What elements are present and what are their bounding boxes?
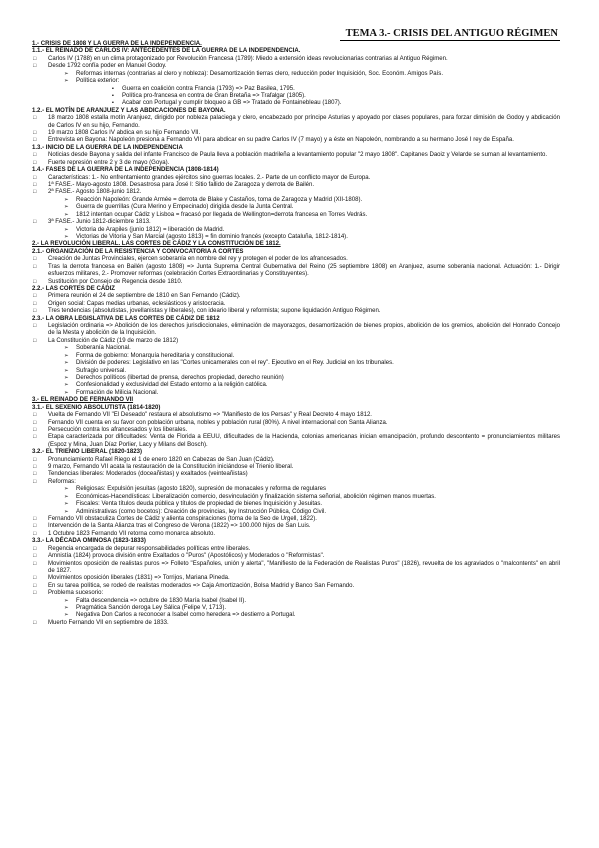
checkbox-bullet-icon: □ <box>33 152 37 159</box>
list-item <box>32 590 560 597</box>
arrow-bullet-icon: ➢ <box>64 367 69 374</box>
list-item-text: Noticias desde Bayona y salida del infante Francisco de Paula lleva a población madrileña a levantamiento popular "2 mayo 1808". Capitanes Daoiz y Velarde se suman al levantamiento. <box>48 152 548 159</box>
list-item-text: En su tarea política, se rodeó de realistas moderados => Caja Amortización, Bolsa Madrid y Banco San Fernando. <box>48 582 355 589</box>
checkbox-bullet-icon: □ <box>33 182 37 189</box>
subsection-heading: 1.2.- EL MOTÍN DE ARANJUEZ Y LAS ABDICACIONES DE BAYONA. <box>32 107 226 114</box>
list-item-text: Movimientos oposición liberales (1831) => Torrijos, Mariana Pineda. <box>48 575 230 582</box>
list-item-text: Desde 1792 confía poder en Manuel Godoy. <box>48 63 167 70</box>
arrow-bullet-icon: ➢ <box>64 508 69 515</box>
list-item <box>32 301 560 308</box>
list-item-text: Religiosas: Expulsión jesuitas (agosto 1820), supresión de monacales y reforma de regulares <box>76 486 327 493</box>
section-heading: 2.- LA REVOLUCIÓN LIBERAL. LAS CORTES DE CÁDIZ Y LA CONSTITUCIÓN DE 1812. <box>32 241 281 248</box>
arrow-bullet-icon: ➢ <box>64 78 69 85</box>
list-item <box>32 561 560 576</box>
checkbox-bullet-icon: □ <box>33 530 37 537</box>
list-item-text: Forma de gobierno: Monarquía hereditaria y constitucional. <box>76 352 235 359</box>
list-item <box>32 234 560 241</box>
list-item <box>32 546 560 553</box>
checkbox-bullet-icon: □ <box>33 516 37 522</box>
list-item <box>32 56 560 63</box>
list-item-text: Regencia encargada de depurar responsabilidades políticas entre liberales. <box>48 545 251 552</box>
list-item <box>32 457 560 464</box>
list-item <box>32 598 560 605</box>
list-item <box>32 479 560 486</box>
list-item-text: Económicas-Hacendísticas: Liberalización comercio, desvinculación y finalización sistema señorial, abolición régimen manos muertas. <box>76 493 436 500</box>
list-item <box>32 360 560 367</box>
list-item-text: 1 Octubre 1823 Fernando VII retorna como monarca absoluto. <box>48 530 216 537</box>
list-item <box>32 197 560 204</box>
list-item-text: La Constitución de Cádiz (19 de marzo de 1812) <box>48 337 179 344</box>
list-item-text: 9 marzo, Fernando VII acata la restauración de la Constitución iniciándose el Trienio liberal. <box>48 464 294 471</box>
list-item-text: Guerra de guerrillas (Cura Merino y Empecinado) dirigida desde la Junta Central. <box>76 204 294 211</box>
checkbox-bullet-icon: □ <box>33 137 37 144</box>
list-item <box>32 434 560 449</box>
list-item-text: Carlos IV (1788) en un clima protagonizado por Revolución Francesa (1789): Miedo a extensión ideas revolucionarias contrarias al Antiguo Régimen. <box>48 55 448 62</box>
list-item-text: Movimientos oposición de realistas puros => Folleto "Españoles, unión y alerta", "Manifiesto de la Federación de Realistas Puros" (1826), revuelta de los agraviados o "malcontents" en abril de 1827. <box>48 560 560 574</box>
arrow-bullet-icon: ➢ <box>64 501 69 508</box>
list-item-text: División de poderes: Legislativo en las "Cortes unicamerales con el rey". Ejecutivo en el Rey. Judicial en los tribunales. <box>76 360 394 367</box>
square-bullet-icon: ▪ <box>112 100 114 107</box>
list-item <box>32 516 560 523</box>
list-item-text: Intervención de la Santa Alianza tras el Congreso de Verona (1822) => 100.000 hijos de San Luis. <box>48 523 311 530</box>
list-item <box>32 575 560 582</box>
checkbox-bullet-icon: □ <box>33 278 37 285</box>
subsection-heading: 3.1.- EL SEXENIO ABSOLUTISTA (1814-1820) <box>32 404 161 411</box>
arrow-bullet-icon: ➢ <box>64 612 69 619</box>
list-item <box>32 464 560 471</box>
checkbox-bullet-icon: □ <box>33 575 37 582</box>
list-item <box>32 583 560 590</box>
list-item-text: Acabar con Portugal y cumplir bloqueo a GB => Tratado de Fontainebleau (1807). <box>122 100 342 107</box>
list-item <box>32 471 560 478</box>
checkbox-bullet-icon: □ <box>33 560 37 567</box>
arrow-bullet-icon: ➢ <box>64 597 69 604</box>
list-item-text: Administrativas (como bocetos): Creación de provincias, ley Instrucción Pública, Código Civil. <box>76 508 327 515</box>
list-item-text: Amnistía (1824) provoca división entre Exaltados o "Puros" (Apostólicos) y Moderados o "Reformistas". <box>48 553 325 560</box>
arrow-bullet-icon: ➢ <box>64 204 69 211</box>
list-item <box>32 612 560 619</box>
list-item-text: Etapa caracterizada por dificultades: Venta de Florida a EEUU, dificultades de la Hacienda, colonias americanas inician emancipación, profundo descontento = pronunciamientos militares (Espoz y Mina, Juan Díaz Porlier, Lacy y Milans del Bosch). <box>48 434 560 448</box>
arrow-bullet-icon: ➢ <box>64 360 69 367</box>
list-item-text: Fuerte represión entre 2 y 3 de mayo (Goya). <box>48 159 170 166</box>
list-item-text: Primera reunión el 24 de septiembre de 1810 en San Fernando (Cádiz). <box>48 293 241 300</box>
arrow-bullet-icon: ➢ <box>64 352 69 359</box>
list-item <box>32 412 560 419</box>
subsection-heading: 1.1.- EL REINADO DE CARLOS IV: ANTECEDENTES DE LA GUERRA DE LA INDEPENDENCIA. <box>32 48 301 55</box>
list-item-text: Problema sucesorio: <box>48 590 104 597</box>
list-item <box>32 375 560 382</box>
list-item-text: Victoria de Arapiles (junio 1812) = liberación de Madrid. <box>76 226 225 233</box>
list-item-text: Confesionalidad y exclusividad del Estado entorno a la religión católica. <box>76 382 268 389</box>
list-item-text: Tras la derrota francesa en Bailén (agosto 1808) => Junta Suprema Central Gubernativa del Reino (25 septiembre 1808) en Aranjuez, asume soberanía nacional. Actuación: 1.- Dirigir esfuerzos militares, 2.- Promover reformas (celebración Cortes Extraordinarias y Constituyentes). <box>48 263 560 278</box>
list-item <box>32 189 560 196</box>
list-item-text: Origen social: Capas medias urbanas, eclesiásticos y aristocracia. <box>48 300 226 307</box>
checkbox-bullet-icon: □ <box>33 130 37 137</box>
list-item <box>32 338 560 345</box>
checkbox-bullet-icon: □ <box>33 115 37 122</box>
checkbox-bullet-icon: □ <box>33 55 37 62</box>
arrow-bullet-icon: ➢ <box>64 486 69 493</box>
list-item <box>32 115 560 130</box>
list-item-text: Fernando VII cuenta en su favor con población urbana, nobles y población rural (80%). A nivel internacional con Santa Alianza. <box>48 419 388 426</box>
list-item <box>32 553 560 560</box>
list-item-text: Formación de Milicia Nacional. <box>76 389 159 396</box>
checkbox-bullet-icon: □ <box>33 63 37 70</box>
list-item <box>32 279 560 286</box>
list-item <box>32 390 560 397</box>
subsection-heading: 3.3.- LA DÉCADA OMINOSA (1823-1833) <box>32 538 146 545</box>
page-title: TEMA 3.- CRISIS DEL ANTIGUO RÉGIMEN <box>340 28 560 41</box>
arrow-bullet-icon: ➢ <box>64 345 69 352</box>
list-item-text: 18 marzo 1808 estalla motín Aranjuez, dirigido por nobleza palaciega y clero, encabezado por príncipe Asturias y apoyado por clases populares, para forzar dimisión de Godoy y abdicación de Carlos IV en su hijo, Fernando. <box>48 115 560 129</box>
list-item-text: 1812 intentan ocupar Cádiz y Lisboa = fracasó por llegada de Wellington=derrota francesa en Torres Vedrás. <box>76 211 368 218</box>
list-item <box>32 219 560 226</box>
list-item <box>32 509 560 516</box>
list-item <box>32 212 560 219</box>
list-item-text: Fernando VII obstaculiza Cortes de Cádiz y alienta conspiraciones (toma de la Seo de Urgell, 1822). <box>48 516 317 522</box>
checkbox-bullet-icon: □ <box>33 471 37 478</box>
arrow-bullet-icon: ➢ <box>64 389 69 396</box>
list-item-text: Guerra en coalición contra Francia (1793) => Paz Basilea, 1795. <box>122 85 295 92</box>
list-item <box>32 152 560 159</box>
checkbox-bullet-icon: □ <box>33 300 37 307</box>
list-item <box>32 160 560 167</box>
square-bullet-icon: ▪ <box>112 85 114 92</box>
list-item <box>32 501 560 508</box>
list-item <box>32 620 560 627</box>
list-item <box>32 345 560 352</box>
checkbox-bullet-icon: □ <box>33 219 37 226</box>
list-item-text: Sustitución por Consejo de Regencia desde 1810. <box>48 278 183 285</box>
checkbox-bullet-icon: □ <box>33 337 37 344</box>
list-item-text: Pragmática Sanción deroga Ley Sálica (Felipe V, 1713). <box>76 605 227 612</box>
list-item-text: Soberanía Nacional. <box>76 345 131 352</box>
checkbox-bullet-icon: □ <box>33 619 37 626</box>
list-item-text: Reformas: <box>48 478 76 485</box>
list-item-text: Victorias de Vitoria y San Marcial (agosto 1813) = fin dominio francés (excepto Cataluña, 1812-1814). <box>76 233 348 240</box>
checkbox-bullet-icon: □ <box>33 189 37 196</box>
list-item <box>32 368 560 375</box>
checkbox-bullet-icon: □ <box>33 159 37 166</box>
list-item-text: Características: 1.- No enfrentamiento grandes ejércitos sino guerras locales. 2.- Parte de un conflicto mayor de Europa. <box>48 174 371 181</box>
list-item <box>32 93 560 100</box>
arrow-bullet-icon: ➢ <box>64 605 69 612</box>
list-item-text: Persecución contra los afrancesados y los liberales. <box>48 426 188 433</box>
list-item <box>32 293 560 300</box>
list-item-text: Reformas internas (contrarias al clero y nobleza): Desamortización tierras clero, reducción poder Inquisición, Soc. Económ. Amigos País. <box>76 70 444 77</box>
list-item-text: Creación de Juntas Provinciales, ejercen soberanía en nombre del rey y protegen el poder de los afrancesados. <box>48 256 348 263</box>
list-item-text: Fiscales: Venta títulos deuda pública y títulos de propiedad de bienes Inquisición y Jesuitas. <box>76 501 323 508</box>
subsection-heading: 3.2.- EL TRIENIO LIBERAL (1820-1823) <box>32 449 142 456</box>
arrow-bullet-icon: ➢ <box>64 226 69 233</box>
list-item <box>32 427 560 434</box>
arrow-bullet-icon: ➢ <box>64 382 69 389</box>
list-item-text: Política exterior: <box>76 78 120 85</box>
checkbox-bullet-icon: □ <box>33 456 37 463</box>
checkbox-bullet-icon: □ <box>33 293 37 300</box>
subsection-heading: 2.3.- LA OBRA LEGISLATIVA DE LAS CORTES DE CÁDIZ DE 1812 <box>32 315 220 322</box>
checkbox-bullet-icon: □ <box>33 412 37 419</box>
list-item-text: Muerto Fernando VII en septiembre de 1833. <box>48 619 169 626</box>
list-item <box>32 494 560 501</box>
list-item <box>32 308 560 315</box>
list-item-text: Política pro-francesa en contra de Gran Bretaña => Trafalgar (1805). <box>122 92 306 99</box>
checkbox-bullet-icon: □ <box>33 323 37 330</box>
checkbox-bullet-icon: □ <box>33 419 37 426</box>
subsection-heading: 2.2.- LAS CORTES DE CÁDIZ <box>32 285 115 292</box>
list-item <box>32 63 560 70</box>
list-item-text: Tendencias liberales: Moderados (doceañistas) y exaltados (veinteañistas) <box>48 471 248 478</box>
checkbox-bullet-icon: □ <box>33 523 37 530</box>
list-item-text: 3ª FASE.- Junio 1812-diciembre 1813. <box>48 219 151 226</box>
checkbox-bullet-icon: □ <box>33 590 37 597</box>
checkbox-bullet-icon: □ <box>33 174 37 181</box>
list-item-text: Vuelta de Fernando VII "El Deseado" restaura el absolutismo => "Manifiesto de los Persas" y Real Decreto 4 mayo 1812. <box>48 412 372 419</box>
list-item-text: Sufragio universal. <box>76 367 127 374</box>
list-item <box>32 71 560 78</box>
arrow-bullet-icon: ➢ <box>64 233 69 240</box>
checkbox-bullet-icon: □ <box>33 426 37 433</box>
arrow-bullet-icon: ➢ <box>64 493 69 500</box>
list-item <box>32 264 560 279</box>
list-item-text: Tres tendencias (absolutistas, jovellanistas y liberales), con ideario liberal y reformista; supone liquidación Antiguo Régimen. <box>48 308 381 315</box>
list-item-text: 19 marzo 1808 Carlos IV abdica en su hijo Fernando VII. <box>48 130 201 137</box>
list-item <box>32 353 560 360</box>
list-item <box>32 420 560 427</box>
checkbox-bullet-icon: □ <box>33 478 37 485</box>
list-item <box>32 486 560 493</box>
list-item <box>32 323 560 338</box>
document-content <box>32 41 560 627</box>
checkbox-bullet-icon: □ <box>33 308 37 315</box>
list-item <box>32 137 560 144</box>
section-heading: 1.- CRISIS DE 1808 Y LA GUERRA DE LA INDEPENDENCIA. <box>32 41 202 47</box>
checkbox-bullet-icon: □ <box>33 464 37 471</box>
arrow-bullet-icon: ➢ <box>64 70 69 77</box>
list-item-text: Negativa Don Carlos a reconocer a Isabel como heredera => destierro a Portugal. <box>76 612 296 619</box>
list-item-text: Falta descendencia => octubre de 1830 María Isabel (Isabel II). <box>76 597 247 604</box>
list-item <box>32 605 560 612</box>
list-item-text: 1ª FASE.- Mayo-agosto 1808. Desastrosa para José I: Sitio fallido de Zaragoza y derrota de Bailén. <box>48 182 315 189</box>
subsection-heading: 1.3.- INICIO DE LA GUERRA DE LA INDEPENDENCIA <box>32 144 183 151</box>
list-item-text: Derechos políticos (libertad de prensa, derechos propiedad, derecho reunión) <box>76 374 284 381</box>
list-item <box>32 382 560 389</box>
arrow-bullet-icon: ➢ <box>64 196 69 203</box>
list-item-text: Entrevista en Bayona: Napoleón presiona a Fernando VII para abdicar en su padre Carlos IV (7 mayo) y a éste en Napoleón, nombrando a su hermano José I rey de España. <box>48 137 514 144</box>
list-item <box>32 227 560 234</box>
checkbox-bullet-icon: □ <box>33 256 37 263</box>
list-item <box>32 175 560 182</box>
list-item <box>32 86 560 93</box>
checkbox-bullet-icon: □ <box>33 545 37 552</box>
checkbox-bullet-icon: □ <box>33 434 37 441</box>
checkbox-bullet-icon: □ <box>33 553 37 560</box>
list-item <box>32 256 560 263</box>
list-item-text: Reacción Napoleón: Grande Armée = derrota de Blake y Castaños, toma de Zaragoza y Madrid (XII-1808). <box>76 196 363 203</box>
list-item <box>32 130 560 137</box>
list-item-text: Legislación ordinaria => Abolición de los derechos jurisdiccionales, eliminación de mayorazgos, desamortización de bienes propios, abolición de los gremios, abolición del Honrado Concejo de la Mesta y abolición de la Inquisición. <box>48 323 560 337</box>
list-item <box>32 531 560 538</box>
list-item <box>32 100 560 107</box>
subsection-heading: 2.1.- ORGANIZACIÓN DE LA RESISTENCIA Y CONVOCATORIA A CORTES <box>32 248 244 255</box>
list-item <box>32 523 560 530</box>
list-item <box>32 204 560 211</box>
checkbox-bullet-icon: □ <box>33 582 37 589</box>
subsection-heading: 1.4.- FASES DE LA GUERRA DE LA INDEPENDENCIA (1808-1814) <box>32 167 219 174</box>
list-item-text: 2ª FASE.- Agosto 1808-junio 1812. <box>48 189 142 196</box>
list-item <box>32 78 560 85</box>
arrow-bullet-icon: ➢ <box>64 211 69 218</box>
square-bullet-icon: ▪ <box>112 92 114 99</box>
arrow-bullet-icon: ➢ <box>64 374 69 381</box>
section-heading: 3.- EL REINADO DE FERNANDO VII <box>32 397 134 404</box>
checkbox-bullet-icon: □ <box>33 263 37 270</box>
list-item-text: Pronunciamiento Rafael Riego el 1 de enero 1820 en Cabezas de San Juan (Cádiz). <box>48 456 275 463</box>
